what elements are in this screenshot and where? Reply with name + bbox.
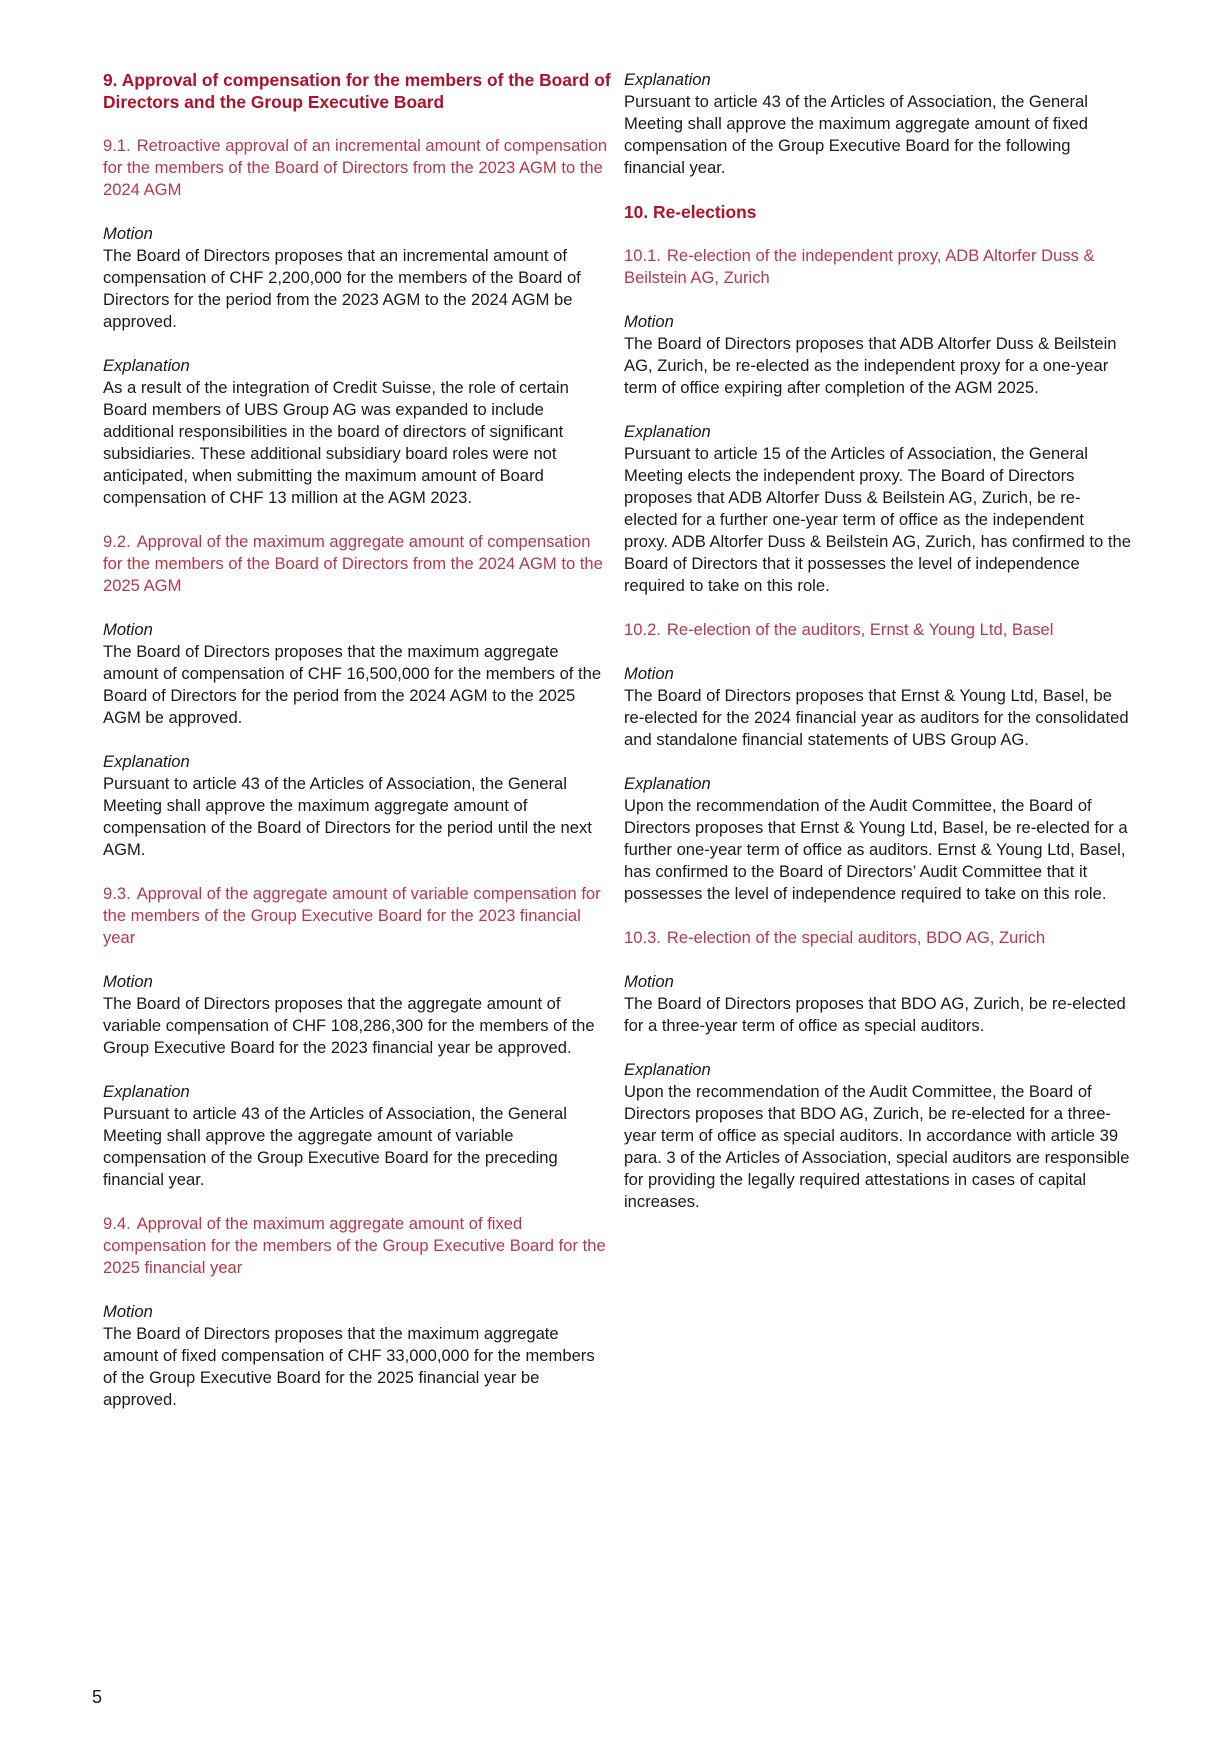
explanation-label: Explanation	[624, 1060, 711, 1079]
section-9-1-number: 9.1.	[103, 136, 131, 155]
motion-label: Motion	[624, 972, 674, 991]
motion-label: Motion	[103, 620, 153, 639]
explanation-label: Explanation	[624, 70, 711, 89]
explanation-label: Explanation	[103, 1082, 190, 1101]
section-9-4-explanation: Pursuant to article 43 of the Articles of Association, the General Meeting shall approve the maximum aggregate amount of fixed compensation of the Group Executive Board for the following financial year.	[624, 92, 1088, 177]
page-number: 5	[92, 1687, 103, 1707]
section-9-2-number: 9.2.	[103, 532, 131, 551]
section-10-3-motion: The Board of Directors proposes that BDO AG, Zurich, be re-elected for a three-year term of office as special auditors.	[624, 994, 1126, 1035]
motion-label: Motion	[624, 312, 674, 331]
motion-label: Motion	[103, 1302, 153, 1321]
section-9-3-heading: Approval of the aggregate amount of variable compensation for the members of the Group Executive Board for the 2023 financial year	[103, 884, 601, 947]
section-10-title: 10. Re-elections	[624, 202, 757, 222]
section-10-1-motion: The Board of Directors proposes that ADB Altorfer Duss & Beilstein AG, Zurich, be re-elected as the independent proxy for a one-year term of office expiring after completion of the AGM 2025.	[624, 334, 1117, 397]
motion-label: Motion	[103, 224, 153, 243]
section-10-1-number: 10.1.	[624, 246, 661, 265]
section-10-1-explanation: Pursuant to article 15 of the Articles of Association, the General Meeting elects the independent proxy. The Board of Directors proposes that ADB Altorfer Duss & Beilstein AG, Zurich, be re-elected for a further one-year term of office as the independent proxy. ADB Altorfer Duss & Beilstein AG, Zurich, has confirmed to the Board of Directors that it possesses the level of independence required to take on this role.	[624, 444, 1131, 595]
section-10-2-heading: Re-election of the auditors, Ernst & Young Ltd, Basel	[666, 620, 1054, 639]
section-9-4-title	[103, 1213, 611, 1279]
section-10-3-title	[624, 927, 1132, 949]
section-9-2-motion: The Board of Directors proposes that the maximum aggregate amount of compensation of CHF 16,500,000 for the members of the Board of Directors for the period from the 2024 AGM to the 2025 AGM be approved.	[103, 642, 602, 727]
explanation-label: Explanation	[103, 356, 190, 375]
section-9-1-explanation: As a result of the integration of Credit Suisse, the role of certain Board members of UBS Group AG was expanded to include additional responsibilities in the board of directors of significant subsidiaries. These additional subsidiary board roles were not anticipated, when submitting the maximum amount of Board compensation of CHF 13 million at the AGM 2023.	[103, 378, 569, 507]
section-10-1-heading: Re-election of the independent proxy, ADB Altorfer Duss & Beilstein AG, Zurich	[624, 246, 1095, 287]
section-9-1-heading: Retroactive approval of an incremental amount of compensation for the members of the Board of Directors from the 2023 AGM to the 2024 AGM	[103, 136, 608, 199]
section-9-2-heading: Approval of the maximum aggregate amount of compensation for the members of the Board of Directors from the 2024 AGM to the 2025 AGM	[103, 532, 603, 595]
section-10-3-heading: Re-election of the special auditors, BDO AG, Zurich	[666, 928, 1046, 947]
section-9-1-motion: The Board of Directors proposes that an incremental amount of compensation of CHF 2,200,000 for the members of the Board of Directors for the period from the 2023 AGM to the 2024 AGM be approved.	[103, 246, 581, 331]
section-9-3-number: 9.3.	[103, 884, 131, 903]
explanation-label: Explanation	[624, 774, 711, 793]
section-9-2-title	[103, 531, 611, 597]
section-10-1-title	[624, 245, 1132, 289]
section-9-3-title	[103, 883, 611, 949]
section-10-3-number: 10.3.	[624, 928, 661, 947]
section-10-3-explanation: Upon the recommendation of the Audit Committee, the Board of Directors proposes that BDO AG, Zurich, be re-elected for a three-year term of office as special auditors. In accordance with article 39 para. 3 of the Articles of Association, special auditors are responsible for providing the legally required attestations in cases of capital increases.	[624, 1082, 1130, 1211]
motion-label: Motion	[103, 972, 153, 991]
section-9-title: 9. Approval of compensation for the members of the Board of Directors and the Group Executive Board	[103, 70, 611, 112]
right-column	[624, 69, 1132, 1235]
section-10-2-number: 10.2.	[624, 620, 661, 639]
explanation-label: Explanation	[624, 422, 711, 441]
section-9-2-explanation: Pursuant to article 43 of the Articles of Association, the General Meeting shall approve the maximum aggregate amount of compensation of the Board of Directors for the period until the next AGM.	[103, 774, 592, 859]
section-9-3-explanation: Pursuant to article 43 of the Articles of Association, the General Meeting shall approve the aggregate amount of variable compensation of the Group Executive Board for the preceding financial year.	[103, 1104, 567, 1189]
section-9-4-heading: Approval of the maximum aggregate amount of fixed compensation for the members of the Group Executive Board for the 2025 financial year	[103, 1214, 606, 1277]
section-9-3-motion: The Board of Directors proposes that the aggregate amount of variable compensation of CHF 108,286,300 for the members of the Group Executive Board for the 2023 financial year be approved.	[103, 994, 595, 1057]
section-10-2-title	[624, 619, 1132, 641]
explanation-label: Explanation	[103, 752, 190, 771]
section-9-4-number: 9.4.	[103, 1214, 131, 1233]
motion-label: Motion	[624, 664, 674, 683]
section-9-4-motion: The Board of Directors proposes that the maximum aggregate amount of fixed compensation of CHF 33,000,000 for the members of the Group Executive Board for the 2025 financial year be approved.	[103, 1324, 595, 1409]
left-column	[103, 69, 611, 1433]
section-10-2-explanation: Upon the recommendation of the Audit Committee, the Board of Directors proposes that Ernst & Young Ltd, Basel, be re-elected for a further one-year term of office as auditors. Ernst & Young Ltd, Basel, has confirmed to the Board of Directors’ Audit Committee that it possesses the level of independence required to take on this role.	[624, 796, 1128, 903]
section-10-2-motion: The Board of Directors proposes that Ernst & Young Ltd, Basel, be re-elected for the 2024 financial year as auditors for the consolidated and standalone financial statements of UBS Group AG.	[624, 686, 1129, 749]
section-9-1-title	[103, 135, 611, 201]
